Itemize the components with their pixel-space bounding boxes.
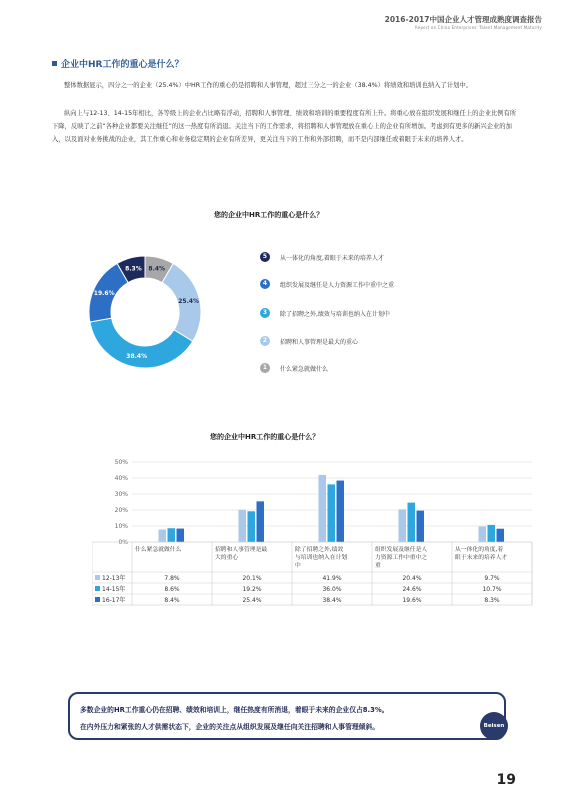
legend-swatch (95, 575, 100, 580)
category-label-line: 从一体化的角度,着 (455, 547, 504, 553)
data-value: 36.0% (322, 586, 342, 593)
donut-chart-title: 您的企业中HR工作的重心是什么？ (214, 211, 324, 219)
category-label-line: 重 (375, 563, 381, 569)
bar (497, 529, 505, 542)
series-name: 12-13年 (102, 575, 126, 582)
report-title: 2016-2017中国企业人才管理成熟度调查报告 (384, 15, 542, 24)
summary-box (68, 692, 506, 740)
series-name: 16-17年 (102, 597, 126, 604)
donut-slice-label: 8.4% (148, 265, 166, 273)
donut-chart (85, 252, 205, 372)
section-heading (52, 57, 183, 70)
square-bullet-icon (52, 61, 57, 66)
summary-line-2: 在内外压力和紧张的人才供需状态下，企业的关注点从组织发展及继任向关注招聘和人事管理倾斜。 (80, 723, 380, 731)
page-number: 19 (496, 772, 516, 788)
data-value: 8.6% (164, 586, 180, 593)
y-tick-label: 50% (114, 459, 128, 466)
bar (408, 503, 416, 542)
donut-slice-label: 38.4% (126, 353, 148, 361)
category-label (215, 545, 267, 561)
y-tick-label: 30% (114, 491, 128, 498)
donut-slice-label: 8.3% (125, 265, 142, 273)
data-value: 7.8% (164, 575, 180, 582)
legend-label-2: 招聘和人事管理是最大的重心 (280, 339, 359, 346)
data-value: 41.9% (322, 575, 342, 582)
data-value: 10.7% (482, 586, 502, 593)
bar (399, 509, 407, 542)
legend-label-1: 什么紧急就做什么 (280, 366, 329, 373)
data-value: 20.4% (402, 575, 422, 582)
bar-chart-title: 您的企业中HR工作的重心是什么？ (210, 433, 320, 441)
data-value: 9.7% (484, 575, 500, 582)
bar (159, 530, 167, 542)
category-label-line: 组织发展及继任是人 (375, 547, 428, 553)
y-tick-label: 40% (114, 475, 128, 482)
legend-swatch (95, 586, 100, 591)
legend-number-3: 3 (260, 308, 270, 318)
legend-label-4: 组织发展及继任是人力资源工作中重中之重 (280, 282, 395, 289)
paragraph-1: 整体数据显示，四分之一的企业（25.4%）中HR工作的重心仍是招聘和人事管理，超过三分之一的企业（38.4%）将绩效和培训也纳入了计划中。 (64, 82, 473, 89)
section-title: 企业中HR工作的重心是什么？ (61, 60, 184, 70)
legend-label-3: 除了招聘之外,绩效与培训也纳入在计划中 (280, 311, 390, 318)
category-label-line: 眼于未来的培养人才 (455, 555, 508, 561)
paragraph-2: 纵向上与12-13、14-15年相比，各等级上的企业占比略有浮动，招聘和人事管理、绩效和培训的重要程度有所上升。将重心放在组织发展和继任上的企业比例有所下降，反映了之前“各种企业都要关注继任”的这一热度有所消退。关注当下的工作需求，将招聘和人事管理放在重心上的企业有所增加。考虑到有更多的新兴企业的加入，以及面对业务挑战的企业，其工作重心和业务稳定期的企业有所差异，更关注当下的工作和外部招聘，而不是内部继任或着眼于未来的培养人才。 (52, 110, 517, 143)
bar (248, 511, 256, 542)
data-value: 20.1% (242, 575, 262, 582)
category-label (375, 545, 427, 569)
legend-label-5: 从一体化的角度,着眼于未来的培养人才 (280, 255, 384, 262)
data-value: 24.6% (402, 586, 422, 593)
y-tick-label: 10% (114, 523, 128, 530)
bar (177, 529, 185, 542)
bar (417, 511, 425, 542)
bar-chart (92, 452, 542, 622)
data-value: 8.4% (164, 597, 180, 604)
legend-number-5: 5 (260, 252, 270, 262)
series-name: 14-15年 (102, 586, 126, 593)
legend-number-1: 1 (260, 363, 270, 373)
category-label (295, 545, 347, 569)
category-label-line: 力资源工作中重中之 (375, 555, 428, 561)
category-label (135, 545, 182, 553)
bar (337, 481, 345, 542)
brand-logo: Beisen (480, 712, 508, 740)
bar (488, 525, 496, 542)
summary-line-1: 多数企业的HR工作重心仍在招聘、绩效和培训上，继任热度有所消退，着眼于未来的企业仅占8.3%。 (80, 706, 389, 714)
legend-number-2: 2 (260, 336, 270, 346)
bar (479, 526, 487, 542)
category-label-line: 中 (295, 563, 301, 569)
legend-swatch (95, 597, 100, 602)
y-tick-label: 0% (118, 539, 128, 546)
bar (257, 501, 265, 542)
bar (328, 484, 336, 542)
donut-slice-label: 25.4% (178, 298, 200, 306)
category-label-line: 招聘和人事管理是最 (215, 547, 268, 553)
category-label-line: 与培训也纳入在计划 (295, 555, 348, 561)
data-value: 38.4% (322, 597, 342, 604)
bar (168, 528, 176, 542)
report-subtitle: Report on China Enterprises' Talent Management Maturity (414, 25, 542, 30)
bar (319, 475, 327, 542)
legend-number-4: 4 (260, 279, 270, 289)
donut-slice-label: 19.6% (93, 290, 115, 298)
data-value: 25.4% (242, 597, 262, 604)
category-label-line: 大的重心 (215, 555, 239, 561)
data-value: 19.6% (402, 597, 422, 604)
y-tick-label: 20% (114, 507, 128, 514)
category-label-line: 什么紧急就做什么 (135, 547, 182, 553)
category-label (455, 545, 507, 561)
data-value: 8.3% (484, 597, 500, 604)
data-value: 19.2% (242, 586, 262, 593)
bar (239, 510, 247, 542)
category-label-line: 除了招聘之外,绩效 (295, 547, 344, 553)
